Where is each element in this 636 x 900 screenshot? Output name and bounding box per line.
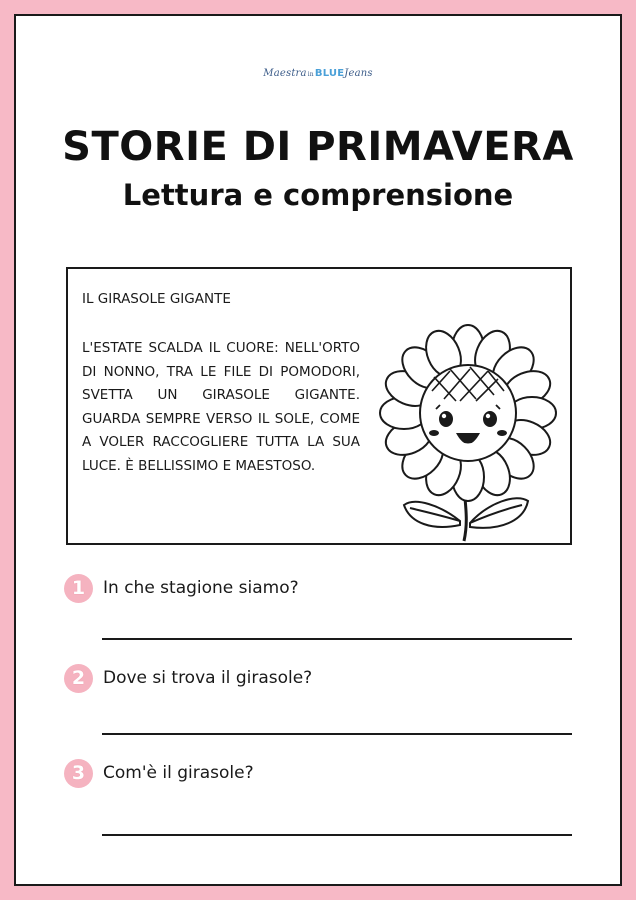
question-text: Com'è il girasole? [103,763,254,783]
logo-text-in: in [307,71,314,78]
question-text: Dove si trova il girasole? [103,668,313,688]
question-number-badge [64,664,93,693]
worksheet-page [14,14,622,886]
question-1 [64,572,574,606]
sunflower-icon [370,309,566,551]
logo-text-blue: BLUE [314,68,345,79]
answer-line-1[interactable] [102,638,572,640]
brand-logo [16,68,620,79]
question-number-badge [64,574,93,603]
answer-line-2[interactable] [102,733,572,735]
page-title: STORIE DI PRIMAVERA [62,124,574,170]
logo-text-maestra: Maestra [263,68,307,79]
question-3 [64,757,574,791]
question-number: 3 [71,762,86,784]
question-number-badge [64,759,93,788]
story-title: IL GIRASOLE GIGANTE [82,291,231,307]
question-number: 2 [71,667,86,689]
story-text: L'ESTATE SCALDA IL CUORE: NELL'ORTO DI NONNO, TRA LE FILE DI POMODORI, SVETTA UN GIRASOLE GIGANTE. GUARDA SEMPRE VERSO IL SOLE, COME A VOLER RACCOGLIERE TUTTA LA SUA LUCE. È BELLISSIMO E MAESTOSO. [82,340,360,474]
answer-line-3[interactable] [102,834,572,836]
logo-text-jeans: Jeans [344,68,373,79]
question-2 [64,662,574,696]
question-text: In che stagione siamo? [103,578,299,598]
page-subtitle: Lettura e comprensione [122,178,514,212]
question-number: 1 [71,577,86,599]
story-box [66,267,572,545]
